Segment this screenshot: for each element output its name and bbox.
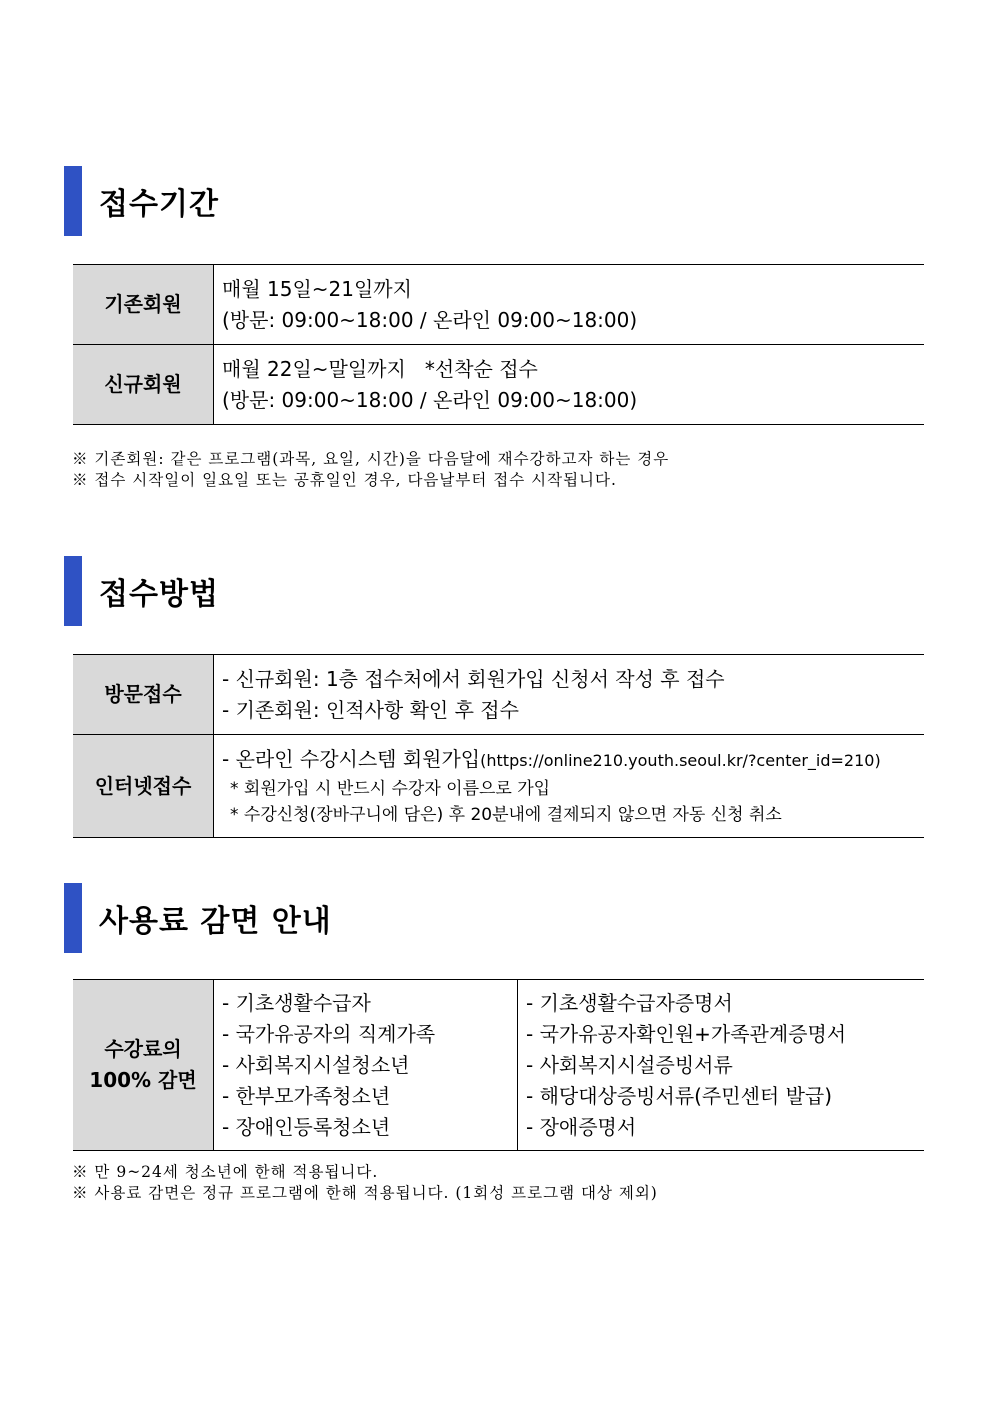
list-item: - 사회복지시설청소년	[222, 1052, 410, 1077]
note-line: ※ 기존회원: 같은 프로그램(과목, 요일, 시간)을 다음달에 재수강하고자 하는 경우	[72, 450, 670, 468]
row-content	[214, 345, 925, 425]
registration-period-table	[73, 264, 924, 425]
label-line: 수강료의	[104, 1037, 182, 1061]
section-title: 사용료 감면 안내	[99, 904, 332, 939]
row-label-existing-members: 기존회원	[73, 265, 214, 345]
accent-bar	[64, 556, 82, 626]
content-line: (방문: 09:00~18:00 / 온라인 09:00~18:00)	[222, 307, 638, 332]
list-item: - 사회복지시설증빙서류	[526, 1052, 733, 1077]
row-label-internet: 인터넷접수	[73, 735, 214, 838]
list-item: - 해당대상증빙서류(주민센터 발급)	[526, 1083, 833, 1108]
section-title: 접수방법	[99, 577, 219, 612]
required-documents	[518, 980, 925, 1151]
content-line: - 기존회원: 인적사항 확인 후 접수	[222, 697, 519, 722]
content-line: 매월 15일~21일까지	[222, 276, 412, 301]
fee-reduction-notes	[72, 1162, 658, 1204]
sub-note-line: * 수강신청(장바구니에 담은) 후 20분내에 결제되지 않으면 자동 신청 취소	[230, 805, 782, 825]
note-line: ※ 사용료 감면은 정규 프로그램에 한해 적용됩니다. (1회성 프로그램 대상 제외)	[72, 1184, 658, 1202]
section-heading-fee-reduction	[64, 883, 332, 953]
signup-url: (https://online210.youth.seoul.kr/?center_id=210)	[480, 751, 881, 770]
table-row	[73, 735, 924, 838]
section-heading-registration-period	[64, 166, 219, 236]
table-row	[73, 980, 924, 1151]
sub-note-line: * 회원가입 시 반드시 수강자 이름으로 가입	[230, 779, 551, 799]
content-line	[222, 744, 924, 776]
list-item: - 국가유공자확인원+가족관계증명서	[526, 1021, 847, 1046]
row-label-full-reduction	[73, 980, 214, 1151]
row-content	[214, 265, 925, 345]
row-label-new-members: 신규회원	[73, 345, 214, 425]
list-item: - 장애인등록청소년	[222, 1114, 391, 1139]
content-line: 매월 22일~말일까지 *선착순 접수	[222, 356, 538, 381]
note-line: ※ 접수 시작일이 일요일 또는 공휴일인 경우, 다음날부터 접수 시작됩니다.	[72, 471, 617, 489]
list-item: - 장애증명서	[526, 1114, 637, 1139]
row-content	[214, 735, 925, 838]
list-item: - 국가유공자의 직계가족	[222, 1021, 436, 1046]
content-line: (방문: 09:00~18:00 / 온라인 09:00~18:00)	[222, 387, 638, 412]
registration-notes	[72, 449, 669, 491]
note-line: ※ 만 9~24세 청소년에 한해 적용됩니다.	[72, 1163, 379, 1181]
row-label-visit: 방문접수	[73, 655, 214, 735]
row-content	[214, 655, 925, 735]
fee-reduction-table	[73, 979, 924, 1151]
table-row	[73, 265, 924, 345]
eligible-targets	[214, 980, 518, 1151]
registration-method-table	[73, 654, 924, 838]
accent-bar	[64, 883, 82, 953]
list-item: - 기초생활수급자	[222, 990, 371, 1015]
content-line: - 신규회원: 1층 접수처에서 회원가입 신청서 작성 후 접수	[222, 666, 725, 691]
accent-bar	[64, 166, 82, 236]
list-item: - 한부모가족청소년	[222, 1083, 391, 1108]
list-item: - 기초생활수급자증명서	[526, 990, 733, 1015]
section-heading-registration-method	[64, 556, 219, 626]
table-row	[73, 345, 924, 425]
table-row	[73, 655, 924, 735]
label-line: 100% 감면	[89, 1068, 197, 1092]
section-title: 접수기간	[99, 187, 219, 222]
signup-text: - 온라인 수강시스템 회원가입	[222, 747, 481, 771]
